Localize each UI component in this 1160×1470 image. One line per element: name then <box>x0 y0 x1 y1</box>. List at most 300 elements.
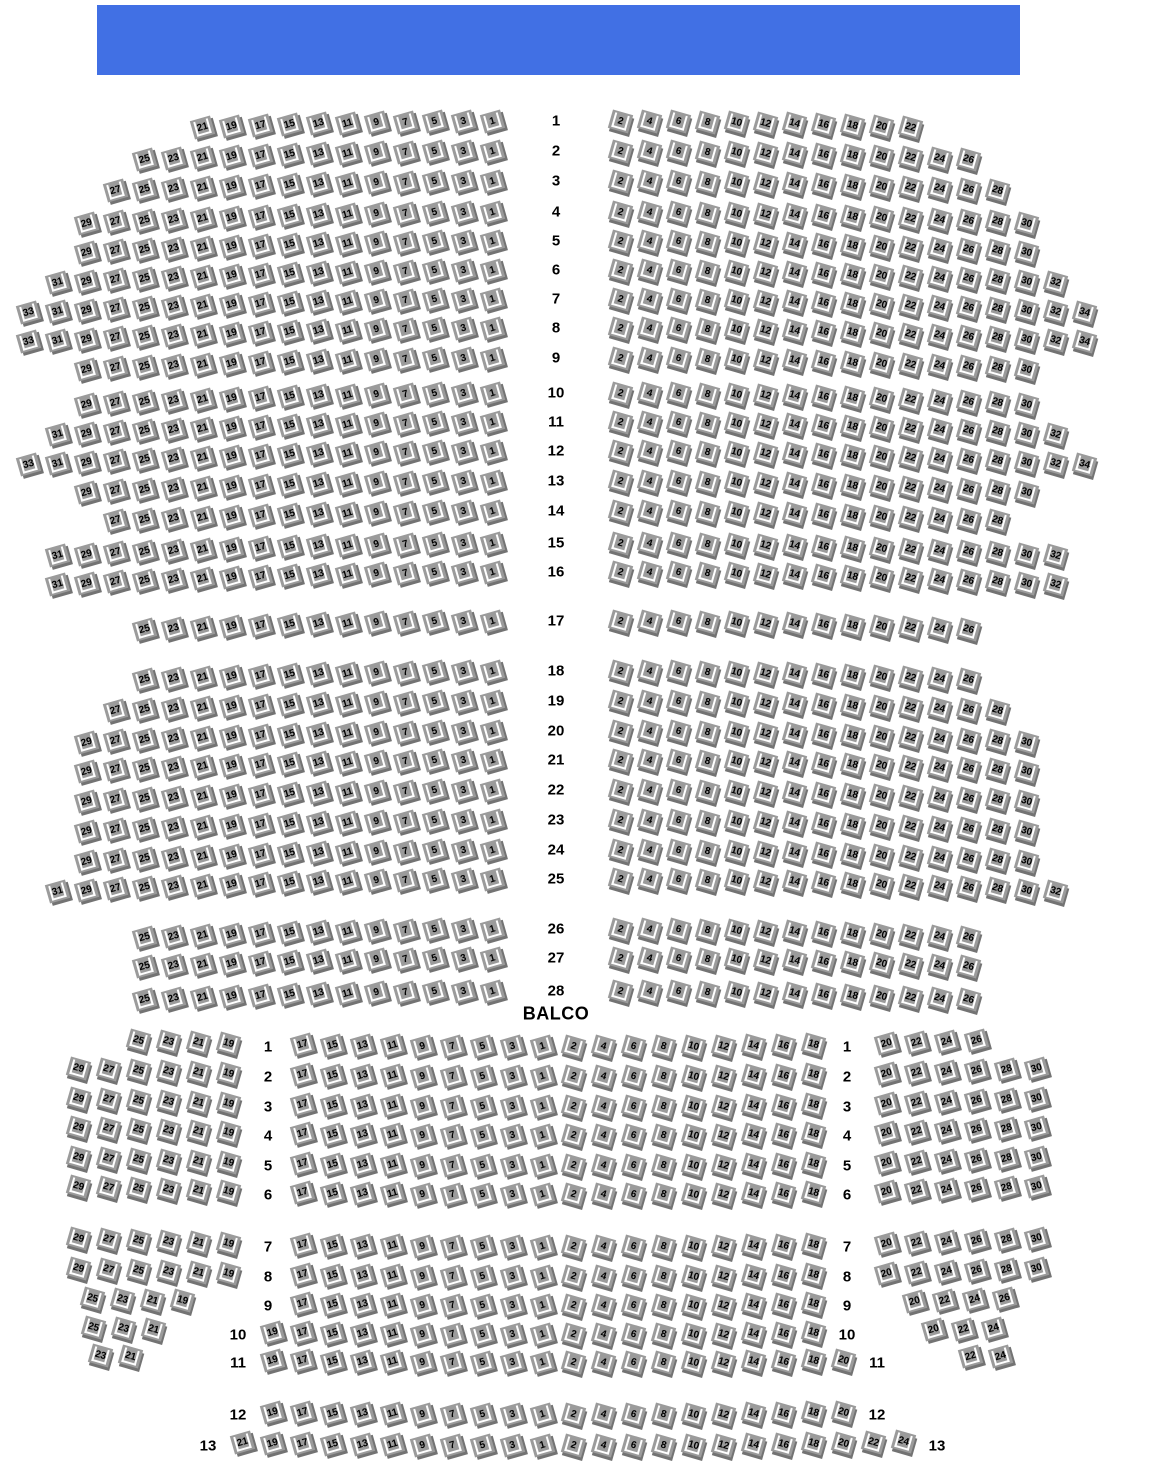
seat[interactable]: 29 <box>65 1146 90 1170</box>
seat[interactable]: 28 <box>984 758 1009 782</box>
seat[interactable]: 7 <box>392 749 417 773</box>
seat[interactable]: 10 <box>680 1182 705 1206</box>
seat[interactable]: 26 <box>955 816 980 840</box>
seat[interactable]: 21 <box>229 1430 254 1454</box>
seat[interactable]: 1 <box>529 1095 554 1119</box>
seat[interactable]: 10 <box>723 289 748 313</box>
seat[interactable]: 23 <box>155 1059 180 1083</box>
seat[interactable]: 25 <box>125 1148 150 1172</box>
seat[interactable]: 24 <box>926 176 951 200</box>
seat[interactable]: 16 <box>770 1321 795 1345</box>
seat[interactable]: 7 <box>392 347 417 371</box>
seat[interactable]: 2 <box>560 1323 585 1347</box>
seat[interactable]: 10 <box>723 141 748 165</box>
seat[interactable]: 27 <box>95 1147 120 1171</box>
seat[interactable]: 1 <box>479 316 504 340</box>
seat[interactable]: 3 <box>450 381 475 405</box>
seat[interactable]: 2 <box>607 316 632 340</box>
seat[interactable]: 30 <box>1013 392 1038 416</box>
seat[interactable]: 15 <box>319 1093 344 1117</box>
seat[interactable]: 26 <box>955 987 980 1011</box>
seat[interactable]: 17 <box>289 1181 314 1205</box>
seat[interactable]: 11 <box>379 1153 404 1177</box>
seat[interactable]: 4 <box>590 1235 615 1259</box>
seat[interactable]: 28 <box>984 297 1009 321</box>
seat[interactable]: 8 <box>650 1095 675 1119</box>
seat[interactable]: 9 <box>409 1350 434 1374</box>
seat[interactable]: 12 <box>752 289 777 313</box>
seat[interactable]: 19 <box>215 1091 240 1115</box>
seat[interactable]: 22 <box>897 985 922 1009</box>
seat[interactable]: 13 <box>305 811 330 835</box>
seat[interactable]: 23 <box>160 265 185 289</box>
seat[interactable]: 11 <box>334 260 359 284</box>
seat[interactable]: 11 <box>334 562 359 586</box>
seat[interactable]: 7 <box>392 140 417 164</box>
seat[interactable]: 26 <box>955 925 980 949</box>
seat[interactable]: 5 <box>421 918 446 942</box>
seat[interactable]: 2 <box>560 1154 585 1178</box>
seat[interactable]: 6 <box>620 1351 645 1375</box>
seat[interactable]: 10 <box>723 981 748 1005</box>
seat[interactable]: 14 <box>740 1034 765 1058</box>
seat[interactable]: 5 <box>421 660 446 684</box>
seat[interactable]: 11 <box>334 289 359 313</box>
seat[interactable]: 11 <box>334 171 359 195</box>
seat[interactable]: 19 <box>218 664 243 688</box>
seat[interactable]: 10 <box>723 318 748 342</box>
seat[interactable]: 15 <box>319 1432 344 1456</box>
seat[interactable]: 21 <box>185 1090 210 1114</box>
seat[interactable]: 6 <box>665 809 690 833</box>
seat[interactable]: 4 <box>636 808 661 832</box>
seat[interactable]: 22 <box>897 175 922 199</box>
seat[interactable]: 21 <box>189 923 214 947</box>
seat[interactable]: 16 <box>770 1063 795 1087</box>
seat[interactable]: 20 <box>830 1431 855 1455</box>
seat[interactable]: 21 <box>189 206 214 230</box>
seat[interactable]: 26 <box>955 324 980 348</box>
seat[interactable]: 18 <box>800 1093 825 1117</box>
seat[interactable]: 22 <box>903 1090 928 1114</box>
seat[interactable]: 10 <box>723 840 748 864</box>
seat[interactable]: 20 <box>868 843 893 867</box>
seat[interactable]: 11 <box>379 1034 404 1058</box>
seat[interactable]: 5 <box>469 1351 494 1375</box>
seat[interactable]: 22 <box>897 445 922 469</box>
seat[interactable]: 10 <box>723 412 748 436</box>
seat[interactable]: 23 <box>160 506 185 530</box>
seat[interactable]: 3 <box>499 1235 524 1259</box>
seat[interactable]: 15 <box>276 262 301 286</box>
seat[interactable]: 23 <box>160 616 185 640</box>
seat[interactable]: 11 <box>334 111 359 135</box>
seat[interactable]: 8 <box>694 347 719 371</box>
seat[interactable]: 26 <box>955 954 980 978</box>
seat[interactable]: 17 <box>247 950 272 974</box>
seat[interactable]: 26 <box>963 1059 988 1083</box>
seat[interactable]: 26 <box>955 617 980 641</box>
seat[interactable]: 23 <box>160 953 185 977</box>
seat[interactable]: 2 <box>607 838 632 862</box>
seat[interactable]: 5 <box>421 140 446 164</box>
seat[interactable]: 20 <box>920 1318 945 1342</box>
seat[interactable]: 17 <box>247 414 272 438</box>
seat[interactable]: 19 <box>218 263 243 287</box>
seat[interactable]: 25 <box>125 1118 150 1142</box>
seat[interactable]: 26 <box>955 389 980 413</box>
seat[interactable]: 18 <box>800 1181 825 1205</box>
seat[interactable]: 18 <box>839 921 864 945</box>
seat[interactable]: 15 <box>276 613 301 637</box>
seat[interactable]: 15 <box>319 1321 344 1345</box>
seat[interactable]: 12 <box>752 171 777 195</box>
seat[interactable]: 24 <box>926 874 951 898</box>
seat[interactable]: 30 <box>1013 240 1038 264</box>
seat[interactable]: 16 <box>810 414 835 438</box>
seat[interactable]: 20 <box>868 753 893 777</box>
seat[interactable]: 3 <box>450 316 475 340</box>
seat[interactable]: 11 <box>334 948 359 972</box>
seat[interactable]: 12 <box>752 981 777 1005</box>
seat[interactable]: 26 <box>963 1089 988 1113</box>
seat[interactable]: 9 <box>363 318 388 342</box>
seat[interactable]: 18 <box>839 385 864 409</box>
seat[interactable]: 27 <box>102 758 127 782</box>
seat[interactable]: 3 <box>450 200 475 224</box>
seat[interactable]: 4 <box>636 109 661 133</box>
seat[interactable]: 18 <box>800 1152 825 1176</box>
seat[interactable]: 14 <box>781 534 806 558</box>
seat[interactable]: 12 <box>710 1182 735 1206</box>
seat[interactable]: 20 <box>868 504 893 528</box>
seat[interactable]: 6 <box>665 230 690 254</box>
seat[interactable]: 22 <box>897 115 922 139</box>
seat[interactable]: 27 <box>102 391 127 415</box>
seat[interactable]: 19 <box>218 114 243 138</box>
seat[interactable]: 29 <box>65 1057 90 1081</box>
seat[interactable]: 16 <box>810 693 835 717</box>
seat[interactable]: 25 <box>131 925 156 949</box>
seat[interactable]: 24 <box>926 666 951 690</box>
seat[interactable]: 11 <box>334 981 359 1005</box>
seat[interactable]: 5 <box>421 500 446 524</box>
seat[interactable]: 30 <box>1013 450 1038 474</box>
seat[interactable]: 2 <box>560 1095 585 1119</box>
seat[interactable]: 7 <box>392 382 417 406</box>
seat[interactable]: 17 <box>247 812 272 836</box>
seat[interactable]: 7 <box>439 1035 464 1059</box>
seat[interactable]: 15 <box>319 1181 344 1205</box>
seat[interactable]: 8 <box>650 1065 675 1089</box>
seat[interactable]: 18 <box>800 1233 825 1257</box>
seat[interactable]: 2 <box>607 659 632 683</box>
seat[interactable]: 25 <box>125 1059 150 1083</box>
seat[interactable]: 24 <box>980 1316 1005 1340</box>
seat[interactable]: 16 <box>810 871 835 895</box>
seat[interactable]: 30 <box>1023 1227 1048 1251</box>
seat[interactable]: 28 <box>984 848 1009 872</box>
seat[interactable]: 14 <box>781 949 806 973</box>
seat[interactable]: 5 <box>421 980 446 1004</box>
seat[interactable]: 5 <box>421 411 446 435</box>
seat[interactable]: 4 <box>636 258 661 282</box>
seat[interactable]: 23 <box>160 874 185 898</box>
seat[interactable]: 23 <box>160 755 185 779</box>
seat[interactable]: 15 <box>276 871 301 895</box>
seat[interactable]: 18 <box>800 1292 825 1316</box>
seat[interactable]: 3 <box>450 867 475 891</box>
seat[interactable]: 20 <box>868 474 893 498</box>
seat[interactable]: 4 <box>636 917 661 941</box>
seat[interactable]: 13 <box>305 384 330 408</box>
seat[interactable]: 3 <box>450 287 475 311</box>
seat[interactable]: 8 <box>694 259 719 283</box>
seat[interactable]: 29 <box>73 240 98 264</box>
seat[interactable]: 5 <box>421 288 446 312</box>
seat[interactable]: 17 <box>247 113 272 137</box>
seat[interactable]: 19 <box>218 444 243 468</box>
seat[interactable]: 14 <box>740 1182 765 1206</box>
seat[interactable]: 29 <box>73 392 98 416</box>
seat[interactable]: 10 <box>723 383 748 407</box>
seat[interactable]: 7 <box>392 947 417 971</box>
seat[interactable]: 13 <box>349 1234 374 1258</box>
seat[interactable]: 11 <box>379 1322 404 1346</box>
seat[interactable]: 26 <box>955 147 980 171</box>
seat[interactable]: 23 <box>160 388 185 412</box>
seat[interactable]: 9 <box>363 441 388 465</box>
seat[interactable]: 27 <box>102 356 127 380</box>
seat[interactable]: 10 <box>723 948 748 972</box>
seat[interactable]: 29 <box>65 1087 90 1111</box>
seat[interactable]: 8 <box>694 980 719 1004</box>
seat[interactable]: 7 <box>392 660 417 684</box>
seat[interactable]: 2 <box>607 499 632 523</box>
seat[interactable]: 18 <box>839 812 864 836</box>
seat[interactable]: 25 <box>131 667 156 691</box>
seat[interactable]: 3 <box>450 838 475 862</box>
seat[interactable]: 7 <box>439 1403 464 1427</box>
seat[interactable]: 14 <box>781 841 806 865</box>
seat[interactable]: 11 <box>379 1350 404 1374</box>
seat[interactable]: 12 <box>752 533 777 557</box>
seat[interactable]: 27 <box>102 326 127 350</box>
seat[interactable]: 8 <box>650 1294 675 1318</box>
seat[interactable]: 4 <box>636 659 661 683</box>
seat[interactable]: 16 <box>810 320 835 344</box>
seat[interactable]: 17 <box>247 443 272 467</box>
seat[interactable]: 7 <box>439 1351 464 1375</box>
seat[interactable]: 20 <box>868 444 893 468</box>
seat[interactable]: 19 <box>218 951 243 975</box>
seat[interactable]: 25 <box>131 177 156 201</box>
seat[interactable]: 17 <box>247 320 272 344</box>
seat[interactable]: 24 <box>926 388 951 412</box>
seat[interactable]: 10 <box>723 348 748 372</box>
seat[interactable]: 32 <box>1042 422 1067 446</box>
seat[interactable]: 17 <box>247 921 272 945</box>
seat[interactable]: 20 <box>868 664 893 688</box>
seat[interactable]: 2 <box>560 1183 585 1207</box>
seat[interactable]: 23 <box>109 1287 134 1311</box>
seat[interactable]: 4 <box>636 316 661 340</box>
seat[interactable]: 9 <box>409 1153 434 1177</box>
seat[interactable]: 25 <box>131 846 156 870</box>
seat[interactable]: 25 <box>131 816 156 840</box>
seat[interactable]: 16 <box>770 1263 795 1287</box>
seat[interactable]: 2 <box>607 169 632 193</box>
seat[interactable]: 26 <box>955 237 980 261</box>
seat[interactable]: 17 <box>247 782 272 806</box>
seat[interactable]: 10 <box>723 562 748 586</box>
seat[interactable]: 14 <box>781 472 806 496</box>
seat[interactable]: 29 <box>73 878 98 902</box>
seat[interactable]: 6 <box>665 288 690 312</box>
seat[interactable]: 2 <box>607 867 632 891</box>
seat[interactable]: 14 <box>781 563 806 587</box>
seat[interactable]: 16 <box>810 443 835 467</box>
seat[interactable]: 20 <box>868 415 893 439</box>
seat[interactable]: 1 <box>529 1065 554 1089</box>
seat[interactable]: 16 <box>810 752 835 776</box>
seat[interactable]: 25 <box>131 237 156 261</box>
seat[interactable]: 15 <box>276 473 301 497</box>
seat[interactable]: 11 <box>334 383 359 407</box>
seat[interactable]: 8 <box>694 230 719 254</box>
seat[interactable]: 22 <box>897 844 922 868</box>
seat[interactable]: 12 <box>752 202 777 226</box>
seat[interactable]: 13 <box>305 751 330 775</box>
seat[interactable]: 2 <box>607 560 632 584</box>
seat[interactable]: 25 <box>131 447 156 471</box>
seat[interactable]: 4 <box>636 748 661 772</box>
seat[interactable]: 29 <box>73 759 98 783</box>
seat[interactable]: 21 <box>189 352 214 376</box>
seat[interactable]: 16 <box>810 564 835 588</box>
seat[interactable]: 29 <box>65 1257 90 1281</box>
seat[interactable]: 11 <box>334 441 359 465</box>
seat[interactable]: 30 <box>1013 480 1038 504</box>
seat[interactable]: 18 <box>800 1263 825 1287</box>
seat[interactable]: 6 <box>620 1035 645 1059</box>
seat[interactable]: 10 <box>680 1264 705 1288</box>
seat[interactable]: 3 <box>499 1035 524 1059</box>
seat[interactable]: 10 <box>723 231 748 255</box>
seat[interactable]: 1 <box>479 689 504 713</box>
seat[interactable]: 5 <box>421 201 446 225</box>
seat[interactable]: 14 <box>781 692 806 716</box>
seat[interactable]: 3 <box>499 1095 524 1119</box>
seat[interactable]: 9 <box>363 869 388 893</box>
seat[interactable]: 28 <box>993 1258 1018 1282</box>
seat[interactable]: 14 <box>781 662 806 686</box>
seat[interactable]: 24 <box>926 294 951 318</box>
seat[interactable]: 14 <box>781 142 806 166</box>
seat[interactable]: 2 <box>560 1265 585 1289</box>
seat[interactable]: 15 <box>276 320 301 344</box>
seat[interactable]: 5 <box>421 720 446 744</box>
seat[interactable]: 16 <box>810 663 835 687</box>
seat[interactable]: 2 <box>607 469 632 493</box>
seat[interactable]: 15 <box>319 1292 344 1316</box>
seat[interactable]: 25 <box>131 727 156 751</box>
seat[interactable]: 4 <box>590 1294 615 1318</box>
seat[interactable]: 6 <box>665 201 690 225</box>
seat[interactable]: 34 <box>1071 301 1096 325</box>
seat[interactable]: 8 <box>694 561 719 585</box>
seat[interactable]: 13 <box>349 1322 374 1346</box>
seat[interactable]: 19 <box>218 843 243 867</box>
seat[interactable]: 12 <box>752 260 777 284</box>
seat[interactable]: 16 <box>770 1033 795 1057</box>
seat[interactable]: 13 <box>305 920 330 944</box>
seat[interactable]: 3 <box>450 499 475 523</box>
seat[interactable]: 11 <box>334 141 359 165</box>
seat[interactable]: 25 <box>131 208 156 232</box>
seat[interactable]: 19 <box>215 1231 240 1255</box>
seat[interactable]: 21 <box>185 1260 210 1284</box>
seat[interactable]: 11 <box>334 780 359 804</box>
seat[interactable]: 5 <box>421 347 446 371</box>
seat[interactable]: 21 <box>189 416 214 440</box>
seat[interactable]: 5 <box>421 839 446 863</box>
seat[interactable]: 11 <box>379 1064 404 1088</box>
seat[interactable]: 19 <box>215 1031 240 1055</box>
seat[interactable]: 9 <box>363 348 388 372</box>
seat[interactable]: 16 <box>810 950 835 974</box>
seat[interactable]: 18 <box>839 693 864 717</box>
seat[interactable]: 28 <box>993 1228 1018 1252</box>
seat[interactable]: 13 <box>349 1153 374 1177</box>
seat[interactable]: 1 <box>479 560 504 584</box>
seat[interactable]: 10 <box>723 750 748 774</box>
seat[interactable]: 18 <box>839 143 864 167</box>
seat[interactable]: 22 <box>903 1230 928 1254</box>
seat[interactable]: 18 <box>839 233 864 257</box>
seat[interactable]: 15 <box>276 812 301 836</box>
seat[interactable]: 20 <box>873 1120 898 1144</box>
seat[interactable]: 1 <box>479 229 504 253</box>
seat[interactable]: 27 <box>95 1228 120 1252</box>
seat[interactable]: 8 <box>650 1323 675 1347</box>
seat[interactable]: 20 <box>868 813 893 837</box>
seat[interactable]: 17 <box>289 1321 314 1345</box>
seat[interactable]: 19 <box>215 1179 240 1203</box>
seat[interactable]: 26 <box>963 1229 988 1253</box>
seat[interactable]: 7 <box>439 1124 464 1148</box>
seat[interactable]: 4 <box>636 867 661 891</box>
seat[interactable]: 5 <box>421 749 446 773</box>
seat[interactable]: 24 <box>926 953 951 977</box>
seat[interactable]: 32 <box>1042 328 1067 352</box>
seat[interactable]: 15 <box>276 113 301 137</box>
seat[interactable]: 16 <box>810 173 835 197</box>
seat[interactable]: 13 <box>305 841 330 865</box>
seat[interactable]: 26 <box>955 875 980 899</box>
seat[interactable]: 27 <box>102 268 127 292</box>
seat[interactable]: 11 <box>379 1123 404 1147</box>
seat[interactable]: 12 <box>710 1234 735 1258</box>
seat[interactable]: 12 <box>710 1264 735 1288</box>
seat[interactable]: 23 <box>160 207 185 231</box>
seat[interactable]: 21 <box>189 695 214 719</box>
seat[interactable]: 26 <box>963 1148 988 1172</box>
seat[interactable]: 20 <box>873 1231 898 1255</box>
seat[interactable]: 17 <box>289 1033 314 1057</box>
seat[interactable]: 19 <box>218 783 243 807</box>
seat[interactable]: 22 <box>897 873 922 897</box>
